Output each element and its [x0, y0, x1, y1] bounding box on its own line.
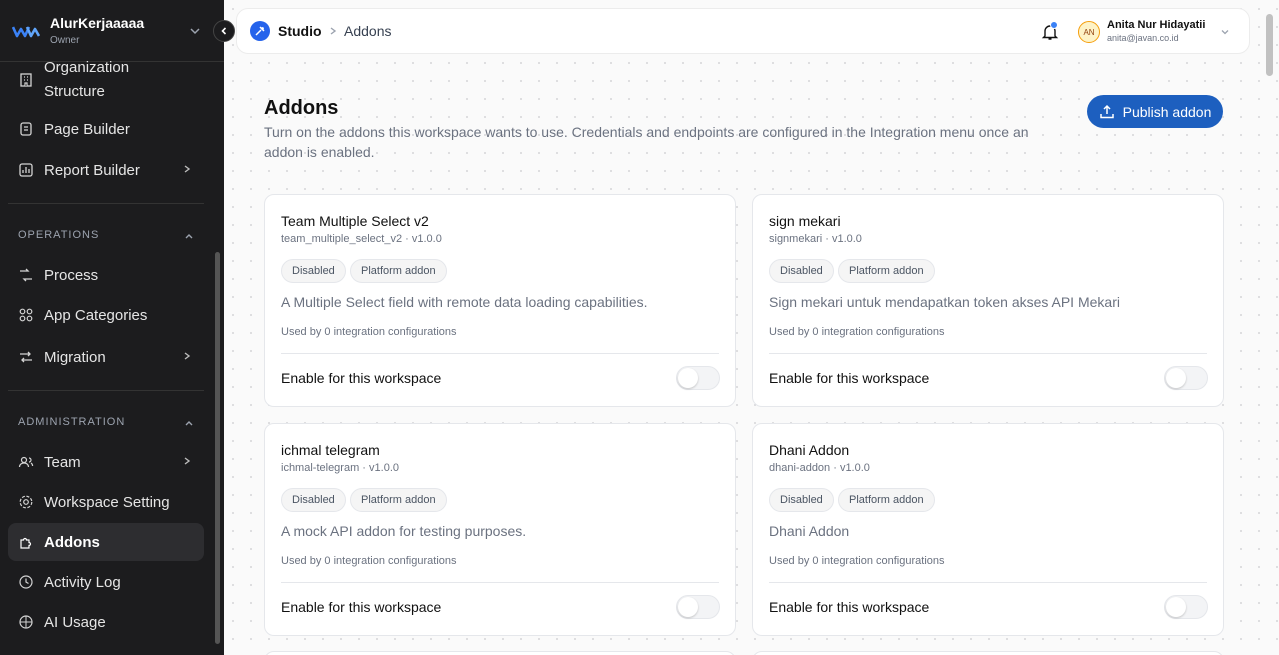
report-icon: [18, 162, 34, 178]
studio-icon: [250, 21, 270, 41]
publish-addon-button[interactable]: [1087, 95, 1223, 128]
type-badge: Platform addon: [350, 259, 447, 283]
workspace-logo-icon: [12, 23, 40, 39]
type-badge: Platform addon: [838, 259, 935, 283]
sidebar-item-label: Activity Log: [44, 573, 121, 591]
chevron-right-icon: [182, 351, 192, 361]
topbar: [236, 8, 1250, 54]
chevron-down-icon: [188, 24, 202, 38]
addon-name: Team Multiple Select v2: [281, 213, 429, 229]
sidebar-item-process[interactable]: [8, 256, 204, 294]
addon-card: [752, 651, 1224, 655]
page-title: Addons: [264, 97, 339, 119]
addon-description: A mock API addon for testing purposes.: [281, 523, 527, 539]
toggle-knob: [1166, 597, 1186, 617]
addon-card: [752, 423, 1224, 636]
addon-usage: Used by 0 integration configurations: [769, 555, 945, 567]
status-badge: Disabled: [769, 259, 834, 283]
main-content: [224, 0, 1279, 655]
addon-id-version: dhani-addon · v1.0.0: [769, 462, 870, 474]
publish-addon-label: Publish addon: [1122, 103, 1212, 120]
gear-icon: [18, 494, 34, 510]
avatar[interactable]: AN: [1078, 21, 1100, 43]
sidebar-item-label: Organization Structure: [44, 59, 130, 100]
process-icon: [18, 267, 34, 283]
sidebar-item-label: Addons: [44, 533, 100, 551]
sidebar-item-label: App Categories: [44, 306, 148, 324]
workspace-role: Owner: [50, 35, 80, 46]
card-divider: [769, 582, 1207, 583]
sidebar-item-workspace-setting[interactable]: [8, 483, 204, 521]
sidebar-item-label: Migration: [44, 348, 106, 366]
addon-name: ichmal telegram: [281, 442, 380, 458]
addon-description: Dhani Addon: [769, 523, 850, 539]
page-scrollbar[interactable]: [1266, 14, 1273, 76]
addon-usage: Used by 0 integration configurations: [769, 326, 945, 338]
upload-icon: [1099, 104, 1115, 120]
status-badge: Disabled: [769, 488, 834, 512]
status-badge: Disabled: [281, 488, 346, 512]
card-divider: [769, 353, 1207, 354]
sidebar-item-page-builder[interactable]: [8, 110, 204, 148]
chevron-right-icon: [182, 456, 192, 466]
status-badge: Disabled: [281, 259, 346, 283]
sidebar-item-activity-log[interactable]: [8, 563, 204, 601]
breadcrumb-current: Addons: [344, 23, 392, 39]
users-icon: [18, 454, 34, 470]
card-divider: [281, 353, 719, 354]
enable-toggle[interactable]: [676, 366, 720, 390]
workspace-name: AlurKerjaaaaa: [50, 15, 145, 31]
addon-name: Dhani Addon: [769, 442, 850, 458]
sidebar-item-label: Process: [44, 266, 99, 284]
type-badge: Platform addon: [350, 488, 447, 512]
sidebar-item-team[interactable]: [8, 443, 204, 481]
chevron-down-icon[interactable]: [1220, 27, 1230, 37]
sidebar-item-label: Team: [44, 453, 81, 471]
workspace-switcher[interactable]: [0, 0, 224, 62]
addon-description: A Multiple Select field with remote data loading capabilities.: [281, 294, 648, 310]
sidebar-collapse-button[interactable]: [213, 20, 235, 42]
page-icon: [18, 121, 34, 137]
enable-label: Enable for this workspace: [281, 599, 442, 615]
ai-icon: [18, 614, 34, 630]
sidebar-item-label: AI Usage: [44, 613, 106, 631]
chevron-right-icon: [328, 26, 338, 36]
sidebar-item-addons[interactable]: [8, 523, 204, 561]
addon-description: Sign mekari untuk mendapatkan token akses API Mekari: [769, 294, 1120, 310]
addon-name: sign mekari: [769, 213, 841, 229]
puzzle-icon: [18, 534, 34, 550]
grid-icon: [18, 307, 34, 323]
migration-icon: [18, 349, 34, 365]
enable-label: Enable for this workspace: [281, 370, 442, 386]
enable-toggle[interactable]: [676, 595, 720, 619]
addon-card: [264, 194, 736, 407]
addon-id-version: ichmal-telegram · v1.0.0: [281, 462, 399, 474]
enable-label: Enable for this workspace: [769, 370, 930, 386]
toggle-knob: [678, 597, 698, 617]
sidebar-item-label: Workspace Setting: [44, 493, 170, 511]
sidebar-item-label: Page Builder: [44, 120, 130, 138]
page-description: Turn on the addons this workspace wants to use. Credentials and endpoints are configured in the Integration menu once an addon is enabled.: [264, 124, 1029, 160]
sidebar-divider: [8, 203, 204, 204]
sidebar-scrollbar[interactable]: [215, 252, 220, 644]
enable-label: Enable for this workspace: [769, 599, 930, 615]
user-email: anita@javan.co.id: [1107, 33, 1179, 43]
sidebar-item-migration[interactable]: [8, 338, 204, 376]
sidebar-item-app-categories[interactable]: [8, 296, 204, 334]
addon-card: [752, 194, 1224, 407]
section-label-operations: OPERATIONS: [18, 229, 100, 241]
enable-toggle[interactable]: [1164, 595, 1208, 619]
breadcrumb-studio[interactable]: Studio: [278, 23, 322, 39]
clock-icon: [18, 574, 34, 590]
chevron-right-icon: [182, 164, 192, 174]
sidebar-item-label: Report Builder: [44, 161, 140, 179]
sidebar: [0, 0, 224, 655]
sidebar-item-organization-structure[interactable]: [8, 54, 204, 106]
section-label-administration: ADMINISTRATION: [18, 416, 126, 428]
card-divider: [281, 582, 719, 583]
notification-dot: [1050, 21, 1058, 29]
toggle-knob: [678, 368, 698, 388]
chevron-up-icon[interactable]: [184, 231, 194, 241]
addon-usage: Used by 0 integration configurations: [281, 326, 457, 338]
addon-card: [264, 423, 736, 636]
sidebar-item-ai-usage[interactable]: [8, 603, 204, 641]
addon-id-version: team_multiple_select_v2 · v1.0.0: [281, 233, 442, 245]
addon-id-version: signmekari · v1.0.0: [769, 233, 862, 245]
user-name: Anita Nur Hidayatii: [1107, 19, 1206, 31]
toggle-knob: [1166, 368, 1186, 388]
building-icon: [18, 72, 34, 88]
chevron-up-icon[interactable]: [184, 418, 194, 428]
addon-card: [264, 651, 736, 655]
sidebar-divider: [8, 390, 204, 391]
type-badge: Platform addon: [838, 488, 935, 512]
sidebar-item-report-builder[interactable]: [8, 151, 204, 189]
chevron-left-icon: [219, 26, 229, 36]
enable-toggle[interactable]: [1164, 366, 1208, 390]
addon-usage: Used by 0 integration configurations: [281, 555, 457, 567]
